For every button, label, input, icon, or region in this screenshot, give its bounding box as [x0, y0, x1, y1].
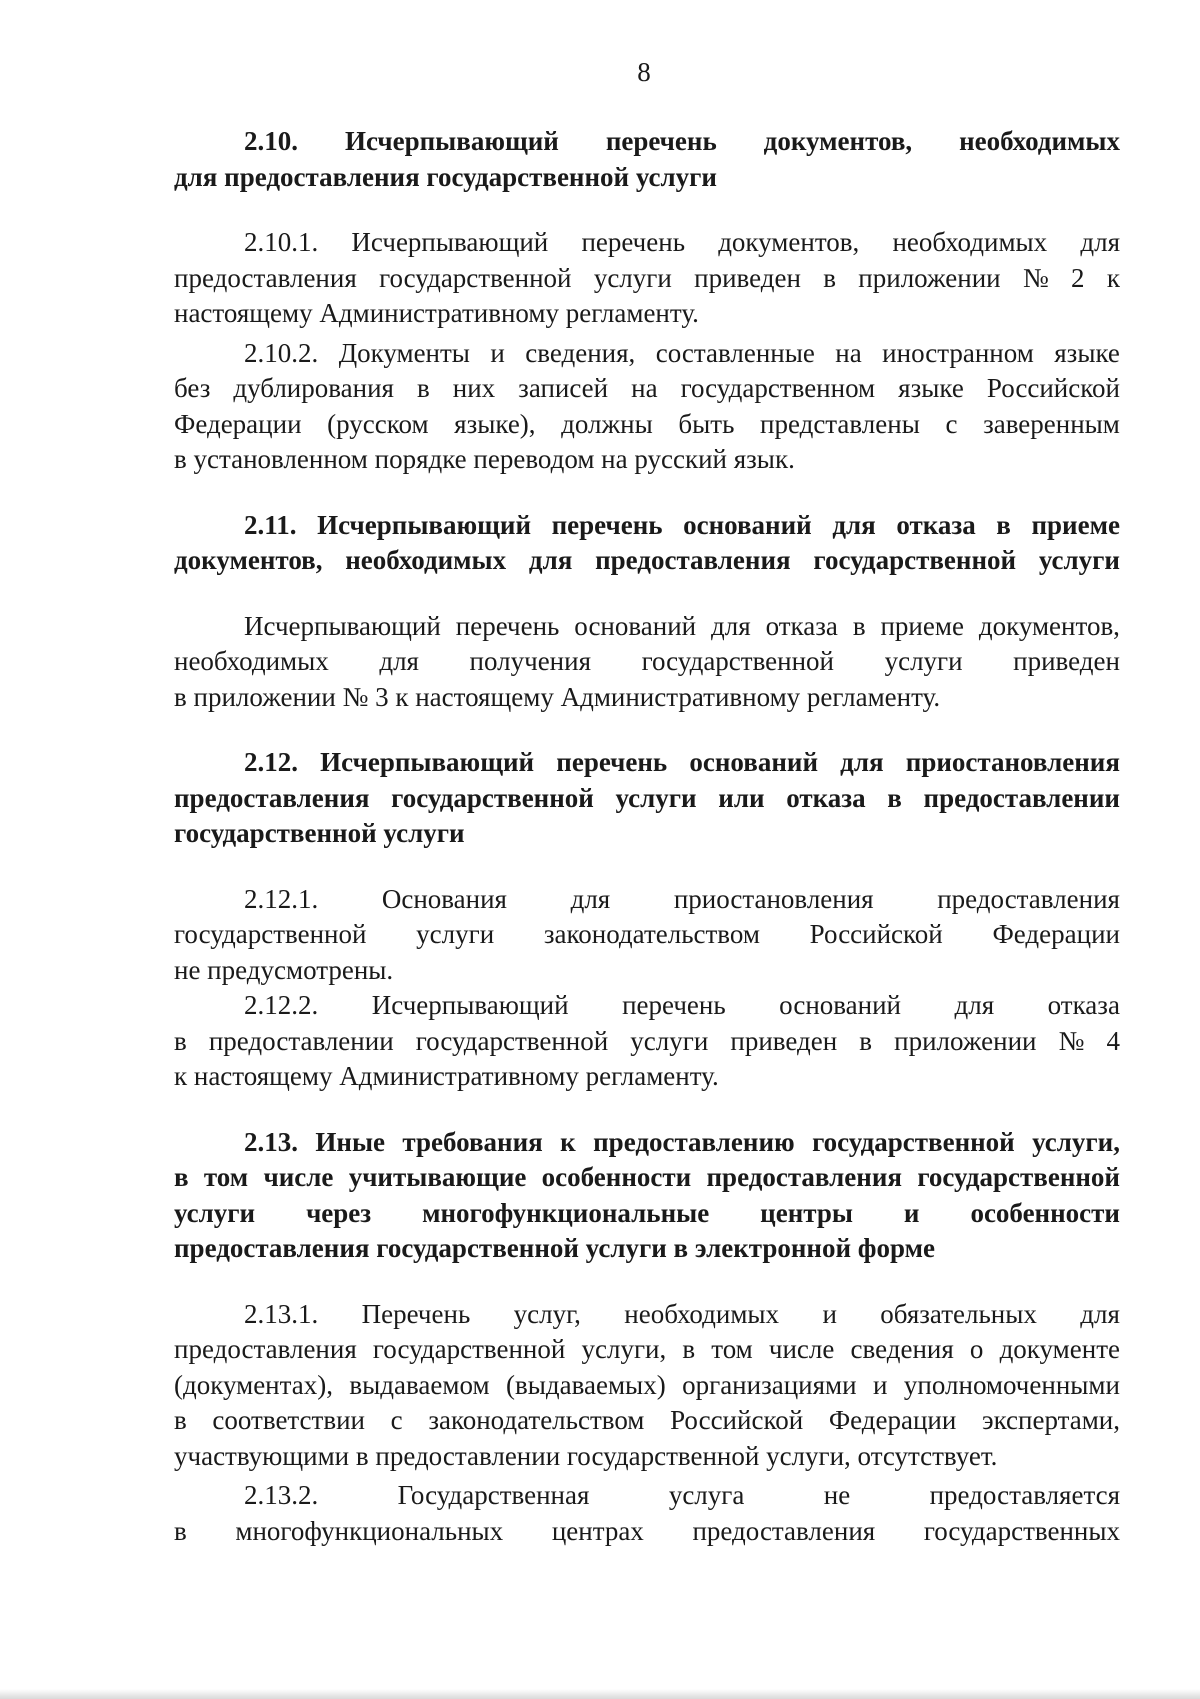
word: языке	[898, 373, 964, 403]
word: том	[203, 1162, 249, 1192]
word: государственной	[917, 1162, 1120, 1192]
word: 2.10.	[244, 126, 298, 156]
word: центрах	[551, 1515, 644, 1546]
word: предоставлении	[923, 782, 1120, 813]
word: государственной	[812, 1126, 1015, 1157]
paragraph-line	[174, 261, 1120, 297]
word: необходимых	[174, 646, 329, 676]
paragraph-2-12-1	[174, 882, 1120, 918]
word: государственных	[923, 1515, 1120, 1546]
word: перечень	[622, 990, 726, 1020]
word: составленные	[655, 337, 815, 368]
word: в	[174, 1162, 189, 1192]
paragraph-line	[174, 917, 1120, 953]
section-heading-2-13-cont	[174, 1160, 1120, 1196]
word: сведения,	[525, 337, 636, 368]
word: Федерации	[992, 919, 1120, 949]
word: государственной	[813, 545, 1017, 575]
word: приеме	[880, 610, 964, 641]
word: или	[718, 782, 765, 813]
word: услуги,	[1032, 1126, 1120, 1157]
word: законодательством	[428, 1405, 645, 1435]
word: государственной	[174, 919, 367, 949]
paragraph-2-13-1	[174, 1297, 1120, 1333]
word: числе	[768, 1334, 835, 1364]
word: документе	[999, 1334, 1120, 1364]
word: оснований	[779, 990, 902, 1020]
word: сведения	[850, 1334, 954, 1364]
word: в	[174, 1515, 187, 1546]
section-heading-2-12-cont	[174, 781, 1120, 817]
document-body	[174, 124, 1120, 1549]
paragraph-line	[174, 1368, 1120, 1404]
word: предоставлении	[208, 1025, 394, 1056]
paragraph-line	[174, 1514, 1120, 1550]
word: числе	[263, 1162, 334, 1192]
word: (документах),	[174, 1369, 333, 1400]
word: многофункциональные	[422, 1197, 710, 1228]
word: документов,	[978, 610, 1120, 641]
word: многофункциональных	[235, 1515, 504, 1546]
word: перечень	[556, 747, 668, 777]
word: Исчерпывающий	[371, 990, 569, 1020]
paragraph-line	[174, 1024, 1120, 1060]
word: предоставляется	[929, 1480, 1120, 1510]
word: отказа	[896, 509, 976, 540]
word: обязательных	[880, 1298, 1037, 1329]
word: дублирования	[233, 373, 394, 403]
word: №	[1022, 262, 1049, 293]
word: услуги	[615, 782, 697, 813]
word: предоставления	[692, 1515, 876, 1546]
word: выдаваемом	[349, 1369, 490, 1400]
word: необходимых	[345, 545, 507, 575]
word: к	[560, 1126, 576, 1157]
word: должны	[561, 408, 653, 439]
word: Исчерпывающий	[244, 610, 441, 641]
section-heading-2-12	[174, 745, 1120, 781]
word: Документы	[338, 337, 470, 368]
section-heading-2-13	[174, 1125, 1120, 1161]
word: и	[873, 1369, 888, 1400]
word: приложении	[894, 1025, 1037, 1056]
word: документов,	[763, 126, 913, 156]
word: 2	[1071, 262, 1085, 293]
word: перечень	[605, 126, 717, 156]
word: предоставления	[706, 1162, 903, 1192]
word: особенности	[541, 1162, 692, 1192]
word: Российской	[670, 1405, 804, 1435]
word: и	[903, 1197, 920, 1228]
word: услуги	[884, 646, 963, 676]
word: государственной	[641, 646, 835, 676]
word: оснований	[574, 610, 697, 641]
word: Исчерпывающий	[317, 509, 532, 540]
word: в	[996, 509, 1011, 540]
word: услуги,	[581, 1334, 667, 1364]
paragraph-line	[174, 1403, 1120, 1439]
word: услуги	[630, 1025, 709, 1056]
word: экспертами,	[982, 1405, 1120, 1435]
word: законодательством	[543, 919, 760, 949]
paragraph-2-12-2	[174, 988, 1120, 1024]
word: них	[452, 373, 496, 403]
word: отказа	[1047, 990, 1120, 1020]
word: приеме	[1031, 509, 1120, 540]
word: требования	[402, 1126, 543, 1157]
word: государственном	[680, 373, 876, 403]
word: приостановления	[673, 883, 874, 914]
word: приведен	[694, 262, 801, 293]
word: с	[390, 1405, 403, 1435]
word: с	[945, 408, 958, 439]
word: Государственная	[397, 1480, 590, 1510]
word: и	[490, 337, 505, 368]
word: том	[711, 1334, 753, 1364]
word: Перечень	[361, 1298, 471, 1329]
word: отказа	[765, 610, 838, 641]
paragraph-line: настоящему Административному регламенту.	[174, 298, 699, 328]
word: перечень	[581, 227, 686, 257]
scan-bottom-edge	[0, 1689, 1200, 1699]
word: и	[822, 1298, 837, 1329]
word: документов,	[718, 227, 860, 257]
word: о	[969, 1334, 984, 1364]
word: 4	[1106, 1025, 1120, 1056]
word: быть	[678, 408, 735, 439]
word: необходимых	[624, 1298, 780, 1329]
word: услуги	[174, 1197, 256, 1228]
word: предоставлению	[593, 1126, 795, 1157]
section-heading-2-10	[174, 124, 1120, 160]
word: услуги	[416, 919, 495, 949]
word: в	[852, 610, 866, 641]
word: Исчерпывающий	[344, 126, 559, 156]
word: 2.12.1.	[244, 883, 319, 914]
word: предоставления	[937, 883, 1120, 914]
word: иностранном	[882, 337, 1034, 368]
word: заверенным	[983, 408, 1120, 439]
paragraph-line	[174, 1332, 1120, 1368]
word: (русском	[327, 408, 429, 439]
word: государственной	[391, 782, 594, 813]
word: государственной	[415, 1025, 609, 1056]
word: на	[835, 337, 862, 368]
word: Исчерпывающий	[351, 227, 549, 257]
section-heading-2-13-cont: предоставления государственной услуги в электронной форме	[174, 1233, 935, 1263]
word: оснований	[689, 747, 818, 777]
word: представлены	[760, 408, 920, 439]
paragraph-line	[174, 371, 1120, 407]
word: услуг,	[513, 1298, 581, 1329]
paragraph-line	[174, 644, 1120, 680]
word: услуги	[593, 262, 672, 293]
word: услуги	[1038, 545, 1120, 575]
word: в	[682, 1334, 696, 1364]
word: через	[306, 1197, 372, 1228]
word: приостановления	[905, 747, 1120, 777]
word: 2.13.1.	[244, 1298, 319, 1329]
paragraph-line: не предусмотрены.	[174, 954, 394, 985]
paragraph-line: в установленном порядке переводом на русский язык.	[174, 444, 795, 474]
word: перечень	[551, 509, 663, 540]
word: приложении	[858, 262, 1001, 293]
word: необходимых	[959, 126, 1120, 156]
section-heading-2-13-cont	[174, 1196, 1120, 1232]
word: услуга	[668, 1480, 745, 1510]
word: 2.13.	[244, 1126, 298, 1157]
word: Федерации	[174, 408, 302, 439]
word: для	[711, 610, 751, 641]
word: Федерации	[828, 1405, 957, 1435]
word: 2.11.	[244, 509, 297, 540]
word: необходимых	[892, 227, 1048, 257]
word: центры	[760, 1197, 853, 1228]
word: приведен	[730, 1025, 838, 1056]
word: для	[832, 509, 876, 540]
word: в	[174, 1025, 187, 1056]
word: документов,	[174, 545, 323, 575]
word: №	[1058, 1025, 1085, 1056]
word: в	[859, 1025, 873, 1056]
word: к	[1106, 262, 1120, 293]
word: для	[1080, 1298, 1120, 1329]
word: в	[823, 262, 836, 293]
word: языке),	[454, 408, 536, 439]
page-number: 8	[637, 57, 651, 87]
word: для	[840, 747, 884, 777]
word: особенности	[970, 1197, 1120, 1228]
word: предоставления	[174, 1334, 357, 1364]
word: 2.13.2.	[244, 1480, 319, 1510]
word: Основания	[381, 883, 507, 914]
section-heading-2-12-cont: государственной услуги	[174, 818, 465, 848]
word: 2.12.2.	[244, 990, 319, 1020]
word: государственной	[372, 1334, 566, 1364]
word: Исчерпывающий	[320, 747, 535, 777]
paragraph-line: участвующими в предоставлении государственной услуги, отсутствует.	[174, 1440, 998, 1471]
word: для	[379, 646, 419, 676]
word: организациями	[682, 1369, 857, 1400]
word: получения	[469, 646, 591, 676]
word: предоставления	[174, 782, 370, 813]
word: для	[1080, 227, 1120, 257]
word: записей	[518, 373, 609, 403]
word: предоставления	[595, 545, 791, 575]
word: Российской	[986, 373, 1120, 403]
word: 2.10.1.	[244, 227, 319, 257]
word: (выдаваемых)	[506, 1369, 666, 1400]
word: уполномоченными	[903, 1369, 1120, 1400]
word: в	[887, 782, 902, 813]
paragraph-2-10-2	[174, 336, 1120, 372]
word: предоставления	[174, 262, 357, 293]
word: Российской	[809, 919, 943, 949]
word: перечень	[455, 610, 560, 641]
word: на	[631, 373, 658, 403]
word: приведен	[1013, 646, 1120, 676]
word: для	[954, 990, 995, 1020]
word: 2.12.	[244, 747, 298, 777]
word: отказа	[786, 782, 866, 813]
word: не	[823, 1480, 851, 1510]
section-heading-2-11-cont	[174, 543, 1120, 579]
word: в	[174, 1405, 187, 1435]
word: в	[416, 373, 430, 403]
word: государственной	[379, 262, 572, 293]
section-heading-2-11	[174, 508, 1120, 544]
word: без	[174, 373, 211, 403]
paragraph-2-10-1	[174, 225, 1120, 261]
paragraph-line	[174, 407, 1120, 443]
word: учитывающие	[348, 1162, 527, 1192]
word: соответствии	[212, 1405, 365, 1435]
paragraph-2-11	[174, 609, 1120, 645]
word: оснований	[683, 509, 812, 540]
paragraph-line: к настоящему Административному регламенту.	[174, 1061, 719, 1091]
word: 2.10.2.	[244, 337, 319, 368]
word: для	[570, 883, 611, 914]
section-heading-2-10-cont: для предоставления государственной услуги	[174, 161, 717, 192]
word: языке	[1054, 337, 1120, 368]
word: для	[528, 545, 573, 575]
paragraph-2-13-2	[174, 1478, 1120, 1514]
paragraph-line: в приложении № 3 к настоящему Административному регламенту.	[174, 681, 941, 712]
word: Иные	[315, 1126, 386, 1157]
